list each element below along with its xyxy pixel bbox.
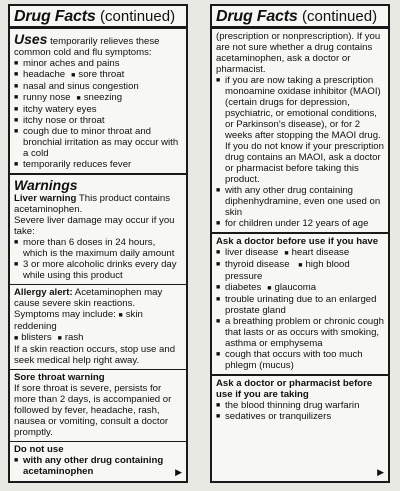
list-item: ■ itchy watery eyes bbox=[14, 104, 182, 115]
liver-warning-text: This product contains acetaminophen. bbox=[14, 193, 171, 215]
allergy-text: Acetaminophen may cause severe skin reactions. Symptoms may include: bbox=[14, 287, 163, 320]
do-not-use-label: Do not use bbox=[14, 444, 64, 455]
liver-list bbox=[14, 237, 182, 281]
list-item: ■ 3 or more alcoholic drinks every day while using this product bbox=[14, 259, 182, 281]
header-continued: (continued) bbox=[302, 8, 378, 25]
list-item: ■ for children under 12 years of age bbox=[216, 218, 384, 229]
list-item: ■ temporarily reduces fever bbox=[14, 159, 182, 170]
list-item: ■ the blood thinning drug warfarin bbox=[216, 400, 384, 411]
list-item: ■ headache■ sore throat bbox=[14, 69, 182, 81]
header-title: Drug Facts bbox=[14, 8, 96, 25]
uses-heading: Uses bbox=[14, 31, 48, 47]
drug-facts-panel-left bbox=[8, 4, 188, 483]
drug-facts-panel-right bbox=[210, 4, 390, 483]
sore-throat-label: Sore throat warning bbox=[14, 372, 105, 383]
do-not-use-list bbox=[216, 75, 384, 229]
ask-doctor-list bbox=[216, 247, 384, 371]
ask-doctor-section bbox=[212, 232, 388, 374]
uses-list bbox=[14, 58, 182, 170]
list-item: ■ cough due to minor throat and bronchial irritation as may occur with a cold bbox=[14, 126, 182, 159]
header-continued: (continued) bbox=[100, 8, 176, 25]
sore-throat-text: If sore throat is severe, persists for more than 2 days, is accompanied or followed by fever, headache, rash, nausea or vomiting, consult a doctor promptly. bbox=[14, 383, 172, 438]
panel-header bbox=[212, 6, 388, 29]
list-item: ■ with any other drug containing acetaminophen bbox=[14, 455, 182, 477]
list-item: ■ liver disease■ heart disease bbox=[216, 247, 384, 259]
panel-header bbox=[10, 6, 186, 29]
uses-intro: temporarily relieves these common cold and flu symptoms: bbox=[14, 36, 160, 58]
warnings-heading: Warnings bbox=[14, 177, 78, 193]
allergy-item: ■ blisters bbox=[14, 332, 52, 343]
ask-doctor-label: Ask a doctor before use if you have bbox=[216, 236, 379, 247]
list-item: ■ diabetes■ glaucoma bbox=[216, 282, 384, 294]
sore-throat-section bbox=[10, 369, 186, 441]
list-item: ■ sedatives or tranquilizers bbox=[216, 411, 384, 422]
do-not-use-section bbox=[10, 441, 186, 480]
list-item: ■ trouble urinating due to an enlarged prostate gland bbox=[216, 294, 384, 316]
header-title: Drug Facts bbox=[216, 8, 298, 25]
list-item: ■ if you are now taking a prescription monoamine oxidase inhibitor (MAOI) (certain drugs for depression, psychiatric, or emotional conditions, or Parkinson's disease), or for 2 weeks after stopping the MAOI drug. If you do not know if your prescription drug contains an MAOI, ask a doctor or pharmacist before taking this product. bbox=[216, 75, 384, 185]
allergy-label: Allergy alert: bbox=[14, 287, 73, 298]
liver-warning-label: Liver warning bbox=[14, 193, 77, 204]
list-item: ■ minor aches and pains bbox=[14, 58, 182, 69]
list-item: ■ more than 6 doses in 24 hours, which is the maximum daily amount bbox=[14, 237, 182, 259]
allergy-item: ■ skin reddening bbox=[14, 309, 143, 332]
allergy-item: ■ rash bbox=[58, 332, 84, 343]
uses-section bbox=[10, 29, 186, 173]
list-item: ■ a breathing problem or chronic cough that lasts or as occurs with smoking, asthma or emphysema bbox=[216, 316, 384, 349]
ask-pharmacist-label: Ask a doctor or pharmacist before use if you are taking bbox=[216, 378, 373, 400]
ask-pharmacist-list bbox=[216, 400, 384, 422]
allergy-section bbox=[10, 284, 186, 369]
list-item: ■ cough that occurs with too much phlegm (mucus) bbox=[216, 349, 384, 371]
ask-pharmacist-section bbox=[212, 374, 388, 425]
list-item: ■ runny nose■ sneezing bbox=[14, 92, 182, 104]
list-item: ■ thyroid disease ■ high blood pressure bbox=[216, 259, 384, 282]
top-text: (prescription or nonprescription). If you are not sure whether a drug contains acetaminophen, ask a doctor or pharmacist. bbox=[216, 31, 381, 75]
list-item: ■ nasal and sinus congestion bbox=[14, 81, 182, 92]
list-item: ■ itchy nose or throat bbox=[14, 115, 182, 126]
do-not-use-continued bbox=[212, 29, 388, 232]
warnings-section bbox=[10, 173, 186, 284]
liver-warning-text2: Severe liver damage may occur if you take: bbox=[14, 215, 175, 237]
continue-arrow-icon: ▶ bbox=[377, 467, 384, 477]
allergy-after: If a skin reaction occurs, stop use and seek medical help right away. bbox=[14, 344, 176, 366]
continue-arrow-icon: ▶ bbox=[175, 467, 182, 477]
list-item: ■ with any other drug containing diphenhydramine, even one used on skin bbox=[216, 185, 384, 218]
